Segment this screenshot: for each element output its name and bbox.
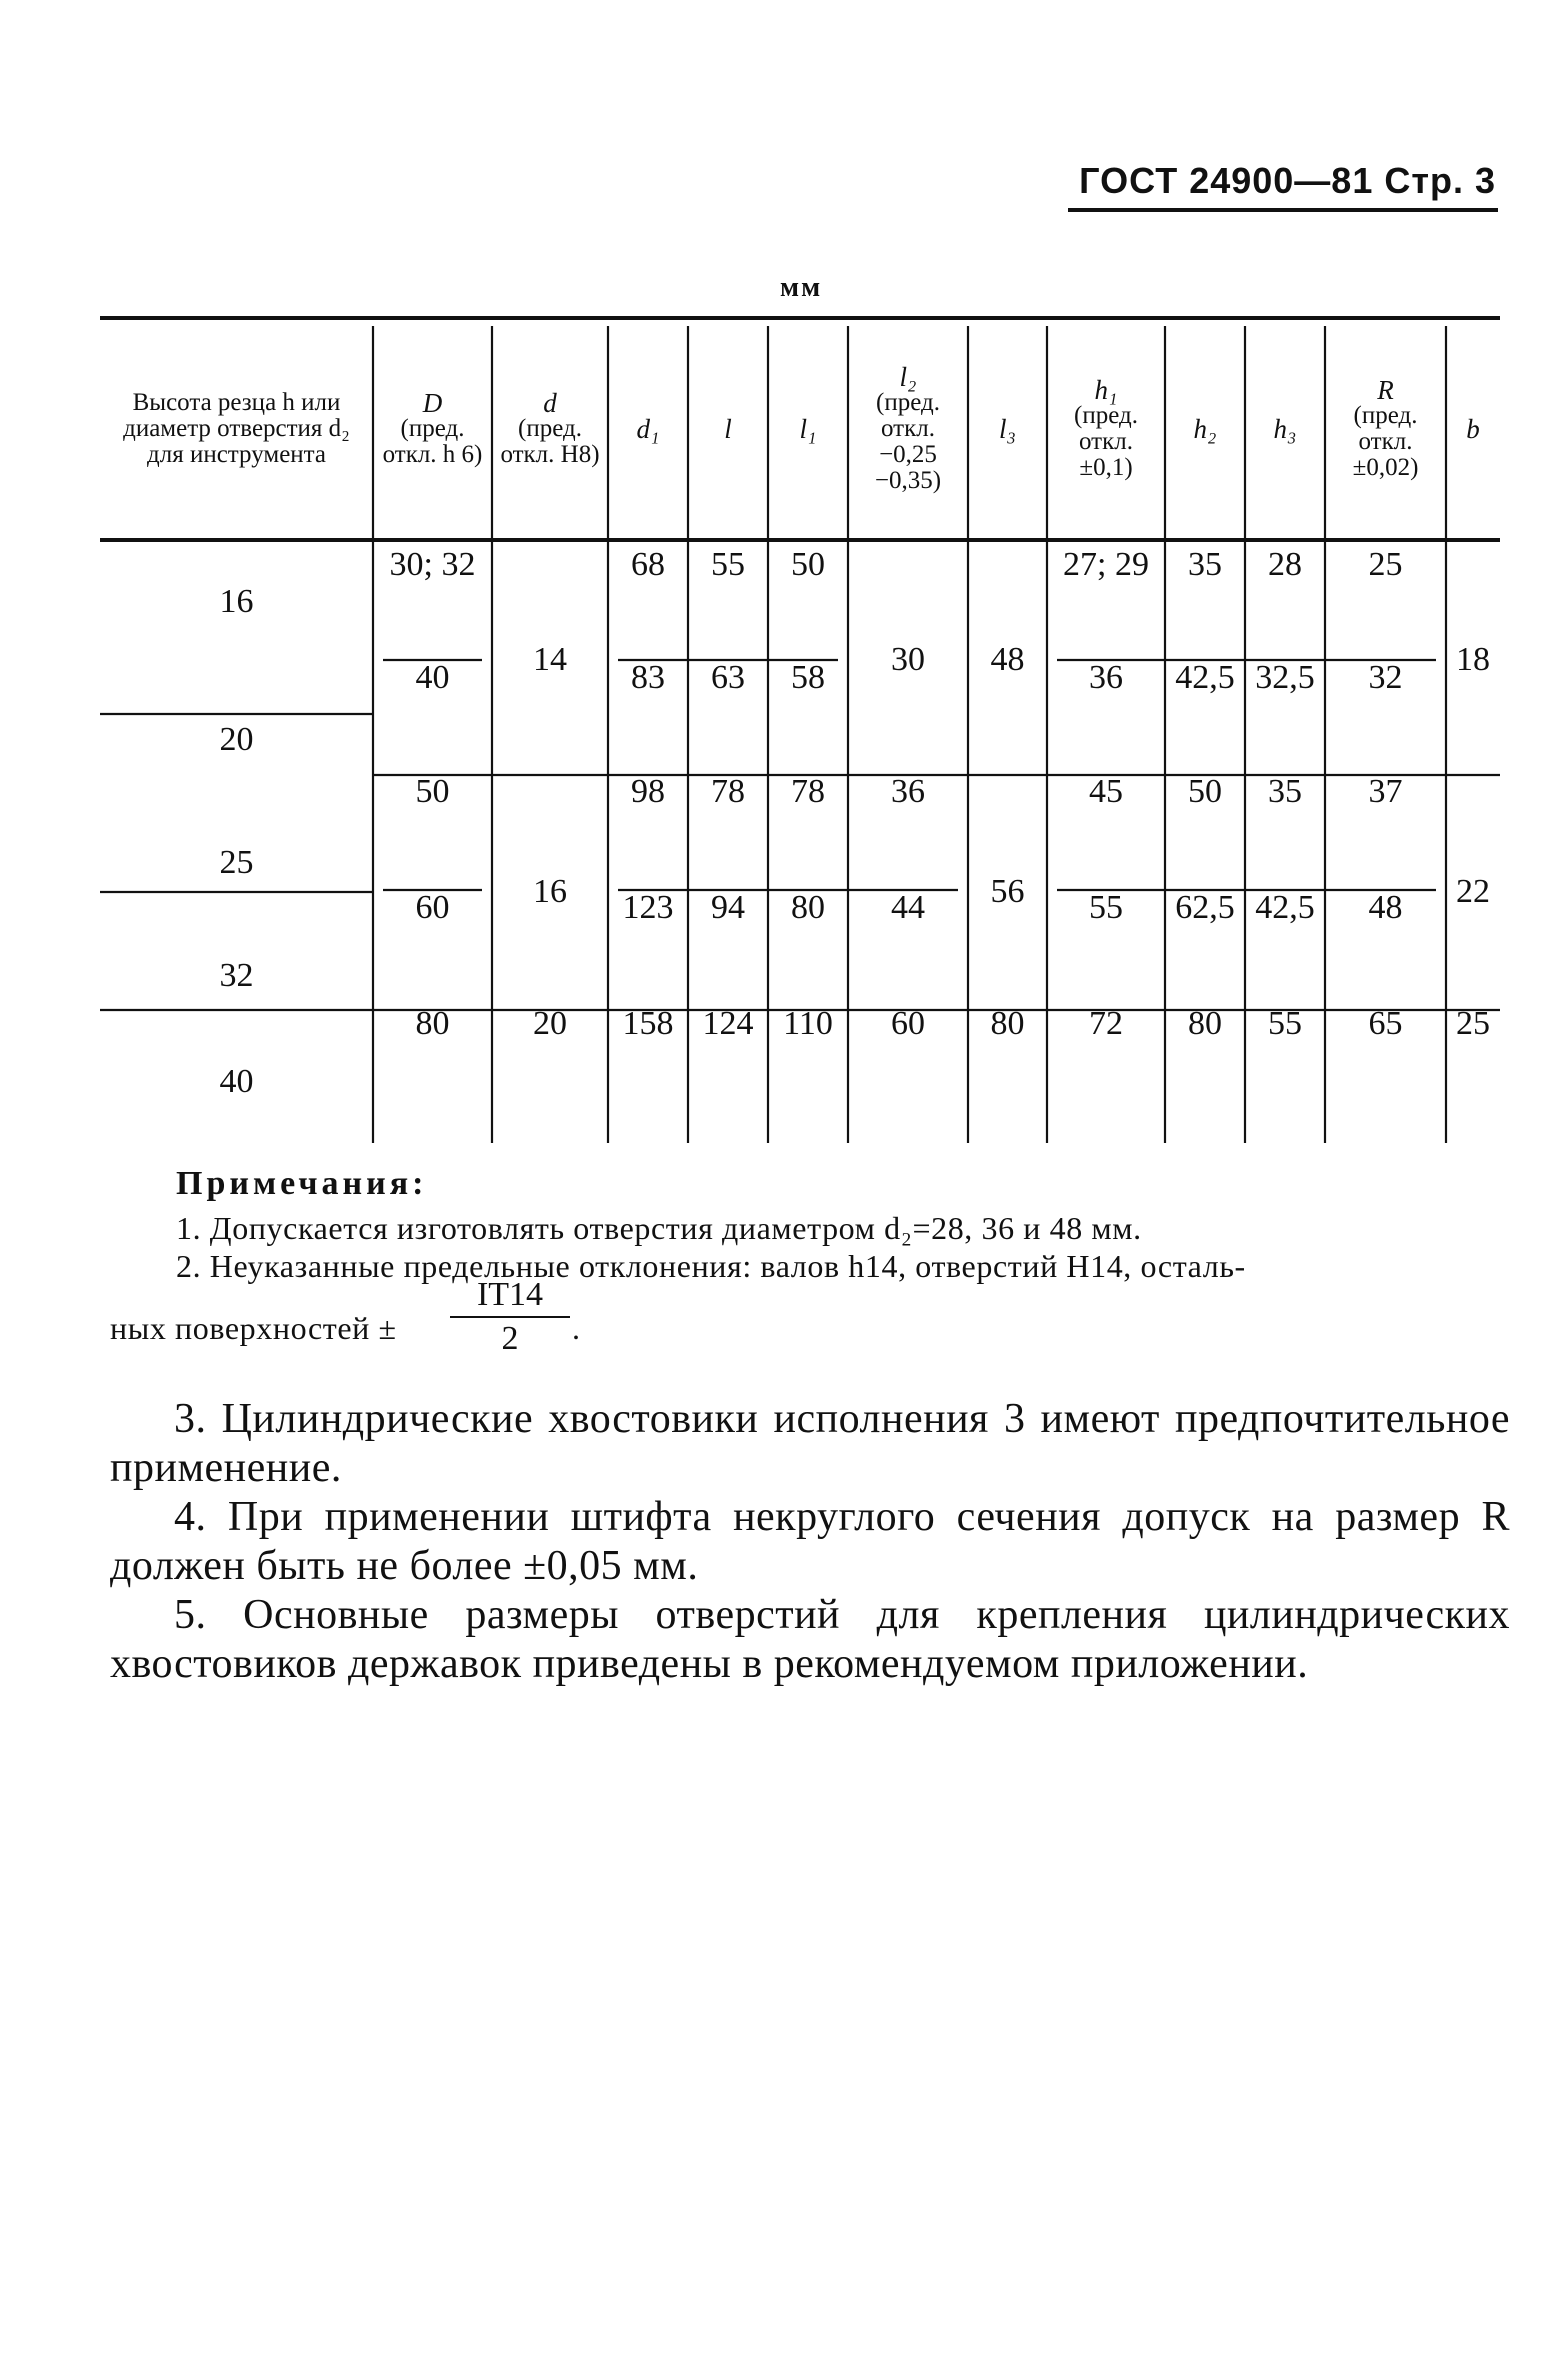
cell-h: 16	[219, 583, 254, 620]
header-symbol: h₁	[1094, 375, 1118, 405]
cell-h2: 50	[1188, 773, 1222, 810]
cell-h: 20	[219, 721, 254, 758]
header-cell-h2	[1165, 332, 1245, 526]
fraction	[450, 1276, 570, 1358]
cell-d: 20	[533, 1005, 567, 1042]
header-symbol: h₃	[1273, 414, 1297, 444]
cell-d1: 98	[631, 773, 665, 810]
cell-R: 32	[1368, 659, 1403, 696]
cell-l2: 44	[891, 889, 925, 926]
header-cell-d	[492, 332, 608, 526]
cell-h3: 35	[1268, 773, 1302, 810]
cell-d1: 68	[631, 546, 665, 583]
cell-d-merged: 16	[533, 873, 567, 910]
cell-l: 55	[711, 546, 745, 583]
cell-l3: 80	[990, 1005, 1025, 1042]
header-cell-b	[1446, 332, 1500, 526]
cell-R: 48	[1368, 889, 1403, 926]
cell-h: 40	[219, 1063, 254, 1100]
cell-D: 80	[415, 1005, 450, 1042]
paragraph-3: 3. Цилиндрические хвостовики исполнения 3 имеют предпочтительное применение.	[110, 1396, 1510, 1491]
cell-l: 124	[702, 1005, 754, 1042]
cell-b: 25	[1456, 1005, 1490, 1042]
header-tolerance: (пред. откл. ±0,1)	[1074, 402, 1138, 481]
header-cell-l3	[968, 332, 1047, 526]
cell-R: 37	[1368, 773, 1403, 810]
cell-D: 60	[415, 889, 450, 926]
cell-l1: 50	[791, 546, 825, 583]
header-symbol: d	[543, 388, 557, 418]
cell-h3: 42,5	[1255, 889, 1315, 926]
cell-l: 78	[711, 773, 745, 810]
header-tolerance: (пред. откл. h 6)	[382, 415, 483, 468]
cell-h1: 55	[1089, 889, 1123, 926]
cell-l: 63	[711, 659, 745, 696]
cell-D: 30; 32	[389, 546, 476, 583]
cell-h1: 72	[1089, 1005, 1123, 1042]
header-cell-D	[373, 332, 492, 526]
header-symbol: l₃	[999, 414, 1016, 444]
cell-D: 50	[415, 773, 450, 810]
paragraphs	[110, 1395, 1510, 1689]
note-2-end: .	[572, 1310, 581, 1346]
cell-l3-merged: 48	[990, 641, 1025, 678]
paragraph-4: 4. При применении штифта некруглого сечения допуск на размер R должен быть не более ±0,05 мм.	[110, 1494, 1510, 1589]
header-cell-l1	[768, 332, 848, 526]
unit-label: мм	[780, 272, 823, 303]
cell-h2: 62,5	[1175, 889, 1235, 926]
header-cell-h3	[1245, 332, 1325, 526]
cell-l3-merged: 56	[990, 873, 1025, 910]
header-cell-l2	[848, 332, 968, 526]
header-cell-l	[688, 332, 768, 526]
cell-R: 25	[1368, 546, 1403, 583]
cell-h: 25	[219, 844, 254, 881]
header-cell-R	[1325, 332, 1446, 526]
cell-d1: 83	[631, 659, 665, 696]
cell-h: 32	[219, 957, 254, 994]
cell-d1: 158	[622, 1005, 674, 1042]
cell-l2: 36	[891, 773, 925, 810]
cell-d1: 123	[622, 889, 674, 926]
cell-b-merged: 22	[1456, 873, 1490, 910]
cell-b-merged: 18	[1456, 641, 1490, 678]
cell-h3: 32,5	[1255, 659, 1315, 696]
header-tolerance: (пред. откл. −0,25 −0,35)	[874, 389, 942, 494]
cell-l2: 60	[891, 1005, 925, 1042]
note-2-line2: ных поверхностей ±	[110, 1310, 397, 1346]
cell-h2: 42,5	[1175, 659, 1235, 696]
header-symbol: d₁	[636, 414, 660, 444]
cell-h3: 28	[1268, 546, 1302, 583]
cell-D: 40	[415, 659, 450, 696]
fraction-numerator: IT14	[476, 1276, 544, 1313]
cell-h1: 27; 29	[1063, 546, 1149, 583]
header-symbol: D	[422, 388, 443, 418]
header-tolerance: (пред. откл. ±0,02)	[1352, 402, 1419, 481]
header-cell-h1	[1047, 332, 1165, 526]
cell-d-merged: 14	[533, 641, 567, 678]
header-cell-h	[100, 332, 373, 526]
header-cell-d1	[608, 332, 688, 526]
header-symbol: l₁	[799, 414, 817, 444]
cell-l: 94	[711, 889, 745, 926]
cell-l1: 58	[791, 659, 825, 696]
header-symbol: R	[1377, 375, 1394, 405]
cell-h1: 45	[1089, 773, 1123, 810]
note-1: 1. Допускается изготовлять отверстия диаметром d₂=28, 36 и 48 мм.	[176, 1210, 1142, 1246]
cell-l1: 78	[791, 773, 825, 810]
note-2-line1: 2. Неуказанные предельные отклонения: валов h14, отверстий H14, осталь-	[176, 1248, 1246, 1284]
header-symbol: l	[724, 414, 732, 444]
header-symbol: h₂	[1193, 414, 1217, 444]
header-tolerance: (пред. откл. H8)	[500, 415, 600, 468]
cell-l1: 110	[783, 1005, 833, 1042]
fraction-denominator: 2	[501, 1320, 519, 1357]
page-header: ГОСТ 24900—81 Стр. 3	[1079, 160, 1496, 201]
cell-l1: 80	[791, 889, 825, 926]
fraction-bar	[450, 1316, 570, 1318]
cell-h2: 35	[1188, 546, 1222, 583]
notes-title: Примечания:	[176, 1165, 428, 1202]
cell-h3: 55	[1268, 1005, 1302, 1042]
paragraph-5: 5. Основные размеры отверстий для крепления цилиндрических хвостовиков державок приведены в рекомендуемом приложении.	[110, 1592, 1510, 1687]
header-symbol: l₂	[899, 362, 917, 392]
cell-R: 65	[1368, 1005, 1403, 1042]
header-symbol: b	[1466, 414, 1480, 444]
cell-h2: 80	[1188, 1005, 1222, 1042]
header-label: Высота резца h или диаметр отверстия d₂ для инструмента	[123, 389, 350, 468]
cell-h1: 36	[1089, 659, 1123, 696]
cell-l2-merged: 30	[891, 641, 925, 678]
